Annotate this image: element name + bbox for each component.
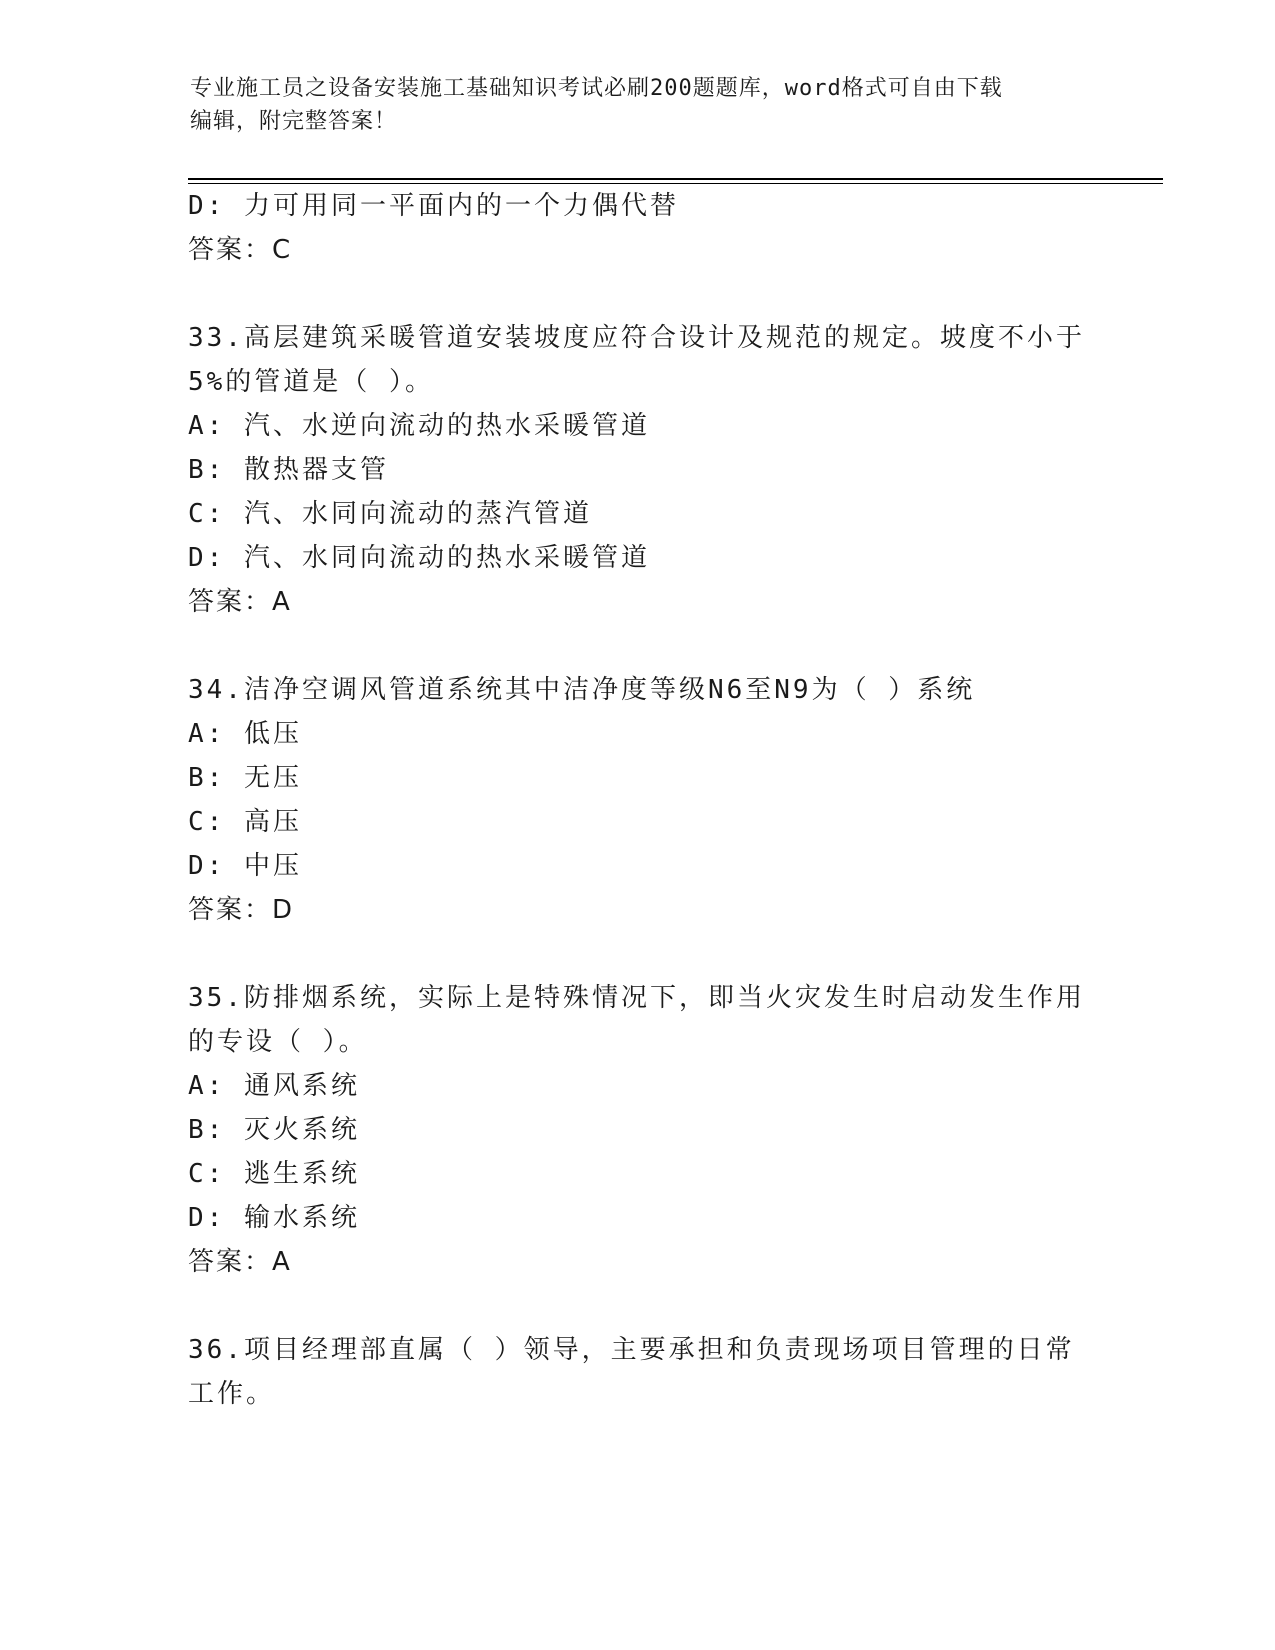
q36-stem-line-2: 工作。 — [188, 1379, 276, 1409]
q34-option-c: C: 高压 — [188, 807, 302, 837]
q34-option-b: B: 无压 — [188, 763, 302, 793]
q34-answer: 答案：D — [188, 895, 295, 925]
q35-answer: 答案：A — [188, 1247, 292, 1277]
q33-option-a: A: 汽、水逆向流动的热水采暖管道 — [188, 411, 650, 441]
q33-option-d: D: 汽、水同向流动的热水采暖管道 — [188, 543, 650, 573]
q35-option-c: C: 逃生系统 — [188, 1159, 360, 1189]
q35-stem-line-1: 35.防排烟系统，实际上是特殊情况下，即当火灾发生时启动发生作用 — [188, 983, 1085, 1013]
q33-option-b: B: 散热器支管 — [188, 455, 389, 485]
q35-option-a: A: 通风系统 — [188, 1071, 360, 1101]
header-title-line-1: 专业施工员之设备安装施工基础知识考试必刷200题题库，word格式可自由下载 — [190, 76, 1003, 101]
q33-stem-line-2: 5%的管道是（ ）。 — [188, 367, 434, 397]
q35-stem-line-2: 的专设（ ）。 — [188, 1027, 368, 1057]
header-title-line-2: 编辑，附完整答案！ — [190, 109, 398, 134]
q34-option-a: A: 低压 — [188, 719, 302, 749]
header-divider-thin — [188, 183, 1163, 184]
q32-option-d: D: 力可用同一平面内的一个力偶代替 — [188, 191, 679, 221]
header-divider-thick — [188, 178, 1163, 180]
q35-option-d: D: 输水系统 — [188, 1203, 360, 1233]
q33-answer: 答案：A — [188, 587, 292, 617]
q35-option-b: B: 灭火系统 — [188, 1115, 360, 1145]
q36-stem-line-1: 36.项目经理部直属（ ）领导，主要承担和负责现场项目管理的日常 — [188, 1335, 1075, 1365]
q33-stem-line-1: 33.高层建筑采暖管道安装坡度应符合设计及规范的规定。坡度不小于 — [188, 323, 1085, 353]
document-header — [190, 72, 1090, 138]
q33-option-c: C: 汽、水同向流动的蒸汽管道 — [188, 499, 592, 529]
q32-answer: 答案：C — [188, 235, 293, 265]
q34-stem-line-1: 34.洁净空调风管道系统其中洁净度等级N6至N9为（ ）系统 — [188, 675, 976, 705]
q34-option-d: D: 中压 — [188, 851, 302, 881]
